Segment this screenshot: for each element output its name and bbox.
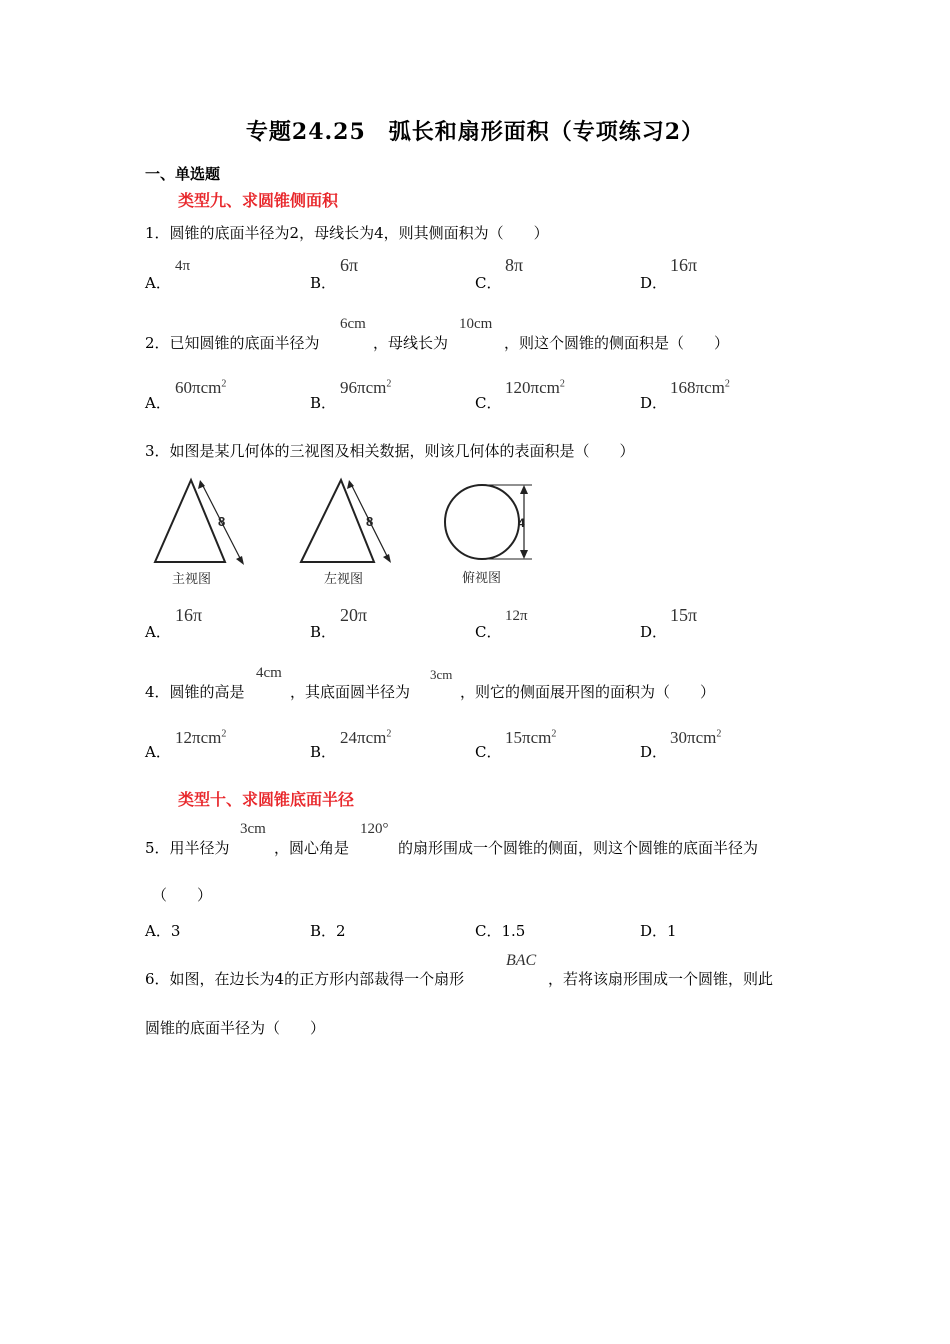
section-heading: 一、单选题 [145, 165, 221, 183]
top-view-figure [440, 478, 540, 592]
question-1: 1．圆锥的底面半径为2，母线长为4，则其侧面积为（ ） [145, 224, 549, 242]
type-heading-10: 类型十、求圆锥底面半径 [178, 790, 355, 809]
option-value: 60πcm$^2$ [175, 378, 227, 397]
option-value: 12π [505, 608, 528, 624]
side-view-triangle [296, 474, 396, 592]
option-value: 30πcm$^2$ [670, 728, 722, 747]
option-b: B．2 [310, 922, 346, 940]
question-text: ，圆心角是 [274, 839, 350, 857]
option-letter: D． [640, 623, 668, 641]
dimension-label: 8 [366, 514, 374, 529]
option-letter: A． [145, 394, 171, 412]
option-d: D．1 [640, 922, 677, 940]
option-letter: B． [310, 394, 337, 412]
option-letter: A． [145, 274, 171, 292]
option-value: 16π [670, 255, 698, 275]
view-label: 俯视图 [462, 571, 502, 586]
option-letter: B． [310, 743, 337, 761]
front-view-triangle [148, 474, 248, 592]
option-value: 4π [175, 258, 191, 274]
page-title: 专题24.25 弧长和扇形面积（专项练习2） [245, 119, 705, 145]
option-letter: A． [145, 743, 171, 761]
option-value: 8π [505, 255, 524, 275]
dimension-label: 8 [218, 514, 226, 529]
option-value: 12πcm$^2$ [175, 728, 227, 747]
question-text: ，则这个圆锥的侧面积是（ ） [504, 334, 730, 352]
option-value: 6π [340, 255, 359, 275]
radius-value: 6cm [340, 316, 366, 332]
side-view-figure [296, 474, 396, 592]
view-label: 主视图 [172, 572, 212, 587]
option-letter: C． [475, 743, 502, 761]
option-value: 168πcm$^2$ [670, 378, 730, 397]
dimension-label: 4 [518, 516, 525, 530]
option-c: C．1.5 [475, 922, 526, 940]
slant-value: 10cm [459, 316, 493, 332]
option-value: 24πcm$^2$ [340, 728, 392, 747]
option-letter: A． [145, 623, 171, 641]
option-letter: C． [475, 274, 502, 292]
question-text: ，则它的侧面展开图的面积为（ ） [460, 683, 716, 701]
option-a: A．3 [145, 922, 181, 940]
height-value: 4cm [256, 665, 282, 681]
question-3: 3．如图是某几何体的三视图及相关数据，则该几何体的表面积是（ ） [145, 442, 635, 460]
type-heading-9: 类型九、求圆锥侧面积 [178, 191, 339, 210]
option-value: 16π [175, 605, 203, 625]
question-text: 5．用半径为 [145, 839, 230, 857]
option-letter: C． [475, 623, 502, 641]
option-letter: D． [640, 743, 668, 761]
question-text: 6．如图，在边长为4的正方形内部裁得一个扇形 [145, 970, 465, 988]
option-value: 20π [340, 605, 368, 625]
top-view-circle [440, 478, 540, 592]
radius-value: 3cm [240, 821, 266, 837]
option-value: 15πcm$^2$ [505, 728, 557, 747]
option-letter: D． [640, 394, 668, 412]
option-value: 96πcm$^2$ [340, 378, 392, 397]
option-letter: D． [640, 274, 668, 292]
angle-value: 120° [360, 821, 389, 837]
question-text: ，其底面圆半径为 [290, 683, 411, 701]
option-letter: C． [475, 394, 502, 412]
view-label: 左视图 [324, 572, 364, 587]
sector-label: BAC [506, 952, 537, 969]
option-letter: B． [310, 623, 337, 641]
question-text: ，若将该扇形围成一个圆锥，则此 [548, 970, 774, 988]
radius-value: 3cm [430, 667, 453, 682]
option-letter: B． [310, 274, 337, 292]
question-text: 2．已知圆锥的底面半径为 [145, 334, 320, 352]
question-text: 4．圆锥的高是 [145, 683, 245, 701]
question-text: 的扇形围成一个圆锥的侧面，则这个圆锥的底面半径为 [398, 839, 759, 857]
option-value: 120πcm$^2$ [505, 378, 565, 397]
front-view-figure [148, 474, 248, 592]
answer-blank: （ ） [152, 886, 213, 904]
question-text: 圆锥的底面半径为（ ） [145, 1019, 326, 1037]
question-text: ，母线长为 [373, 334, 449, 352]
option-value: 15π [670, 605, 698, 625]
